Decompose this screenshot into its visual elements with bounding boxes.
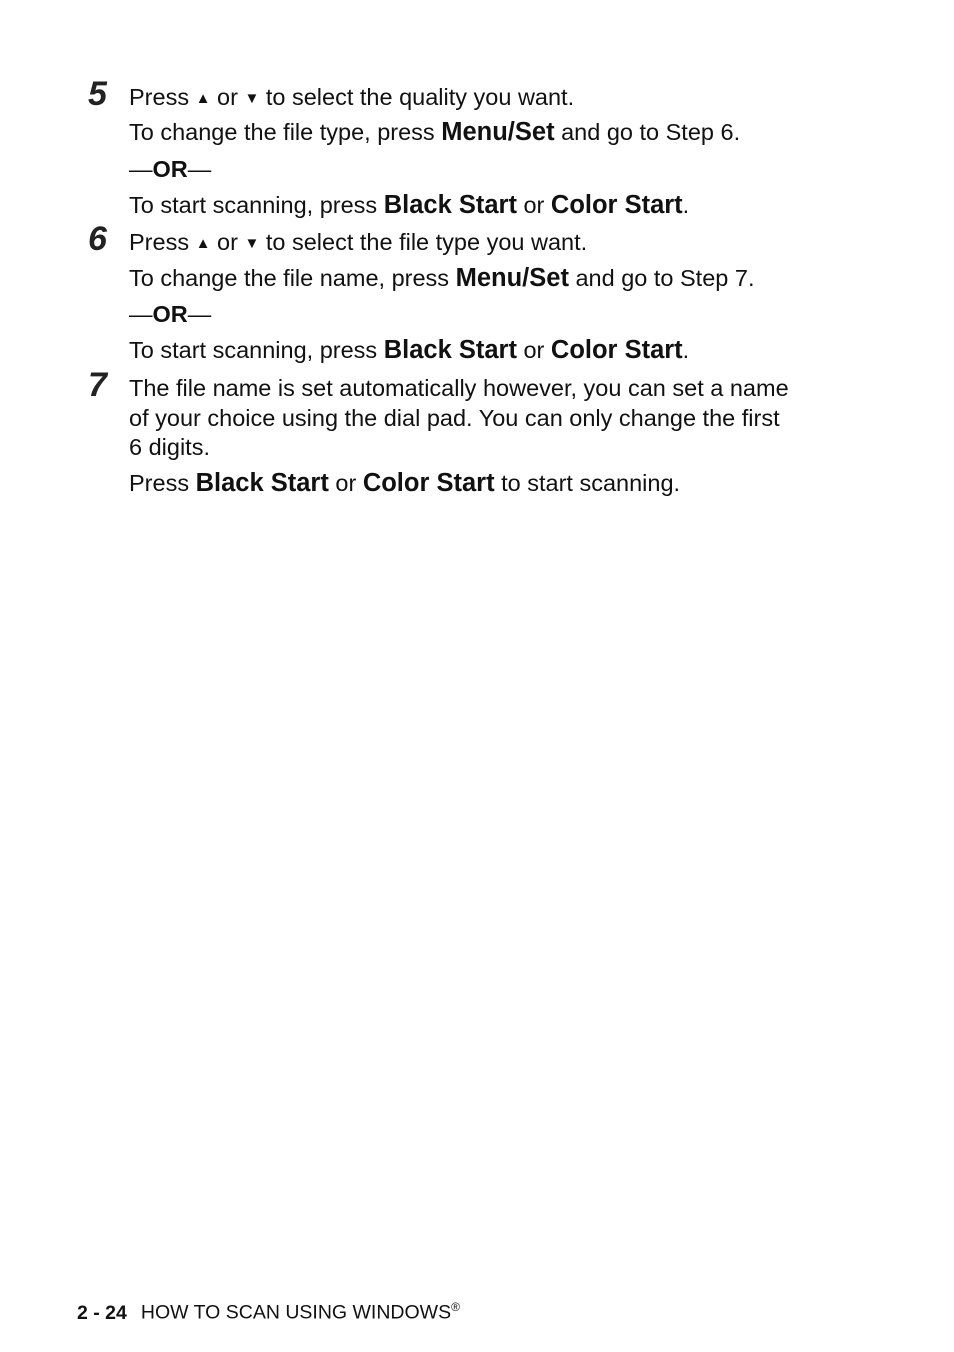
down-arrow-icon: ▼ [244,235,260,252]
black-start-key: Black Start [383,336,517,364]
step-number: 6 [88,220,107,258]
step-7-line-2: Press Black Start or Color Start to start scanning. [129,469,681,497]
step-number: 7 [88,366,107,404]
or-separator: —OR— [129,156,212,182]
step-7-para-line-3: 6 digits. [129,434,210,460]
color-start-key: Color Start [550,191,683,219]
step-7-para-line-1: The file name is set automatically however, you can set a name [129,375,789,401]
step-6-line-1: Press ▲ or ▼ to select the file type you want. [129,229,588,255]
black-start-key: Black Start [195,469,329,497]
page-number: 2 - 24 [77,1301,127,1324]
step-5-line-2: To change the file type, press Menu/Set and go to Step 6. [129,118,741,146]
step-7-para-line-2: of your choice using the dial pad. You can only change the first [129,404,780,431]
step-5-line-1: Press ▲ or ▼ to select the quality you want. [129,84,575,110]
up-arrow-icon: ▲ [195,90,211,107]
step-number: 5 [88,75,107,113]
color-start-key: Color Start [550,336,683,364]
step-6-line-2: To change the file name, press Menu/Set and go to Step 7. [129,264,755,292]
up-arrow-icon: ▲ [195,235,211,252]
step-5-line-4: To start scanning, press Black Start or Color Start. [129,191,690,219]
menu-set-key: Menu/Set [455,264,569,292]
chapter-title: HOW TO SCAN USING WINDOWS [140,1301,452,1324]
color-start-key: Color Start [362,469,495,497]
registered-mark: ® [451,1300,460,1314]
page-footer [77,1300,460,1325]
step-6-line-4: To start scanning, press Black Start or Color Start. [129,336,690,364]
down-arrow-icon: ▼ [244,90,260,107]
menu-set-key: Menu/Set [441,118,555,146]
black-start-key: Black Start [383,191,517,219]
or-separator: —OR— [129,301,212,327]
